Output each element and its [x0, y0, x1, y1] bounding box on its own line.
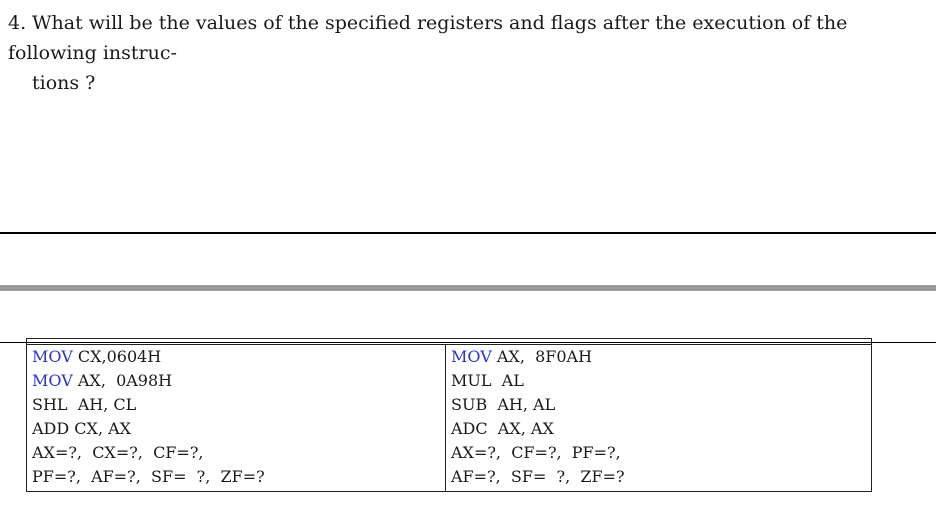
operands: AH, CL — [67, 395, 137, 414]
code-line — [27, 417, 445, 441]
result-line: PF=?, AF=?, SF= ?, ZF=? — [32, 467, 265, 486]
code-line — [27, 345, 445, 369]
operands: CX,0604H — [72, 347, 162, 366]
operands: AX, 0A98H — [72, 371, 173, 390]
code-line — [27, 393, 445, 417]
question-number: 4. — [8, 12, 27, 34]
horizontal-rule-top — [0, 232, 936, 234]
opcode: MOV — [32, 371, 73, 390]
operands: AX, AX — [487, 419, 554, 438]
result-line: AX=?, CX=?, CF=?, — [32, 443, 204, 462]
result-line: AX=?, CF=?, PF=?, — [451, 443, 621, 462]
code-column-right — [446, 345, 871, 491]
code-line — [446, 393, 871, 417]
code-line — [27, 369, 445, 393]
result-line: AF=?, SF= ?, ZF=? — [451, 467, 625, 486]
question-line-1 — [8, 8, 932, 68]
code-line — [446, 345, 871, 369]
operands: AX, 8F0AH — [491, 347, 593, 366]
code-line — [446, 369, 871, 393]
gray-separator-bar — [0, 285, 936, 291]
code-line — [446, 417, 871, 441]
question-text — [8, 8, 932, 98]
question-line-2: tions ? — [32, 72, 96, 94]
opcode: MOV — [32, 347, 73, 366]
question-body: What will be the values of the specified registers and flags after the execution of the following instruc- — [8, 12, 848, 64]
code-column-left — [27, 345, 446, 491]
opcode: SHL — [32, 395, 68, 414]
code-table — [26, 338, 872, 492]
opcode: ADD — [32, 419, 70, 438]
opcode: MUL — [451, 371, 492, 390]
operands: AH, AL — [487, 395, 556, 414]
operands: AL — [491, 371, 524, 390]
opcode: SUB — [451, 395, 488, 414]
opcode: ADC — [451, 419, 488, 438]
operands: CX, AX — [69, 419, 132, 438]
opcode: MOV — [451, 347, 492, 366]
